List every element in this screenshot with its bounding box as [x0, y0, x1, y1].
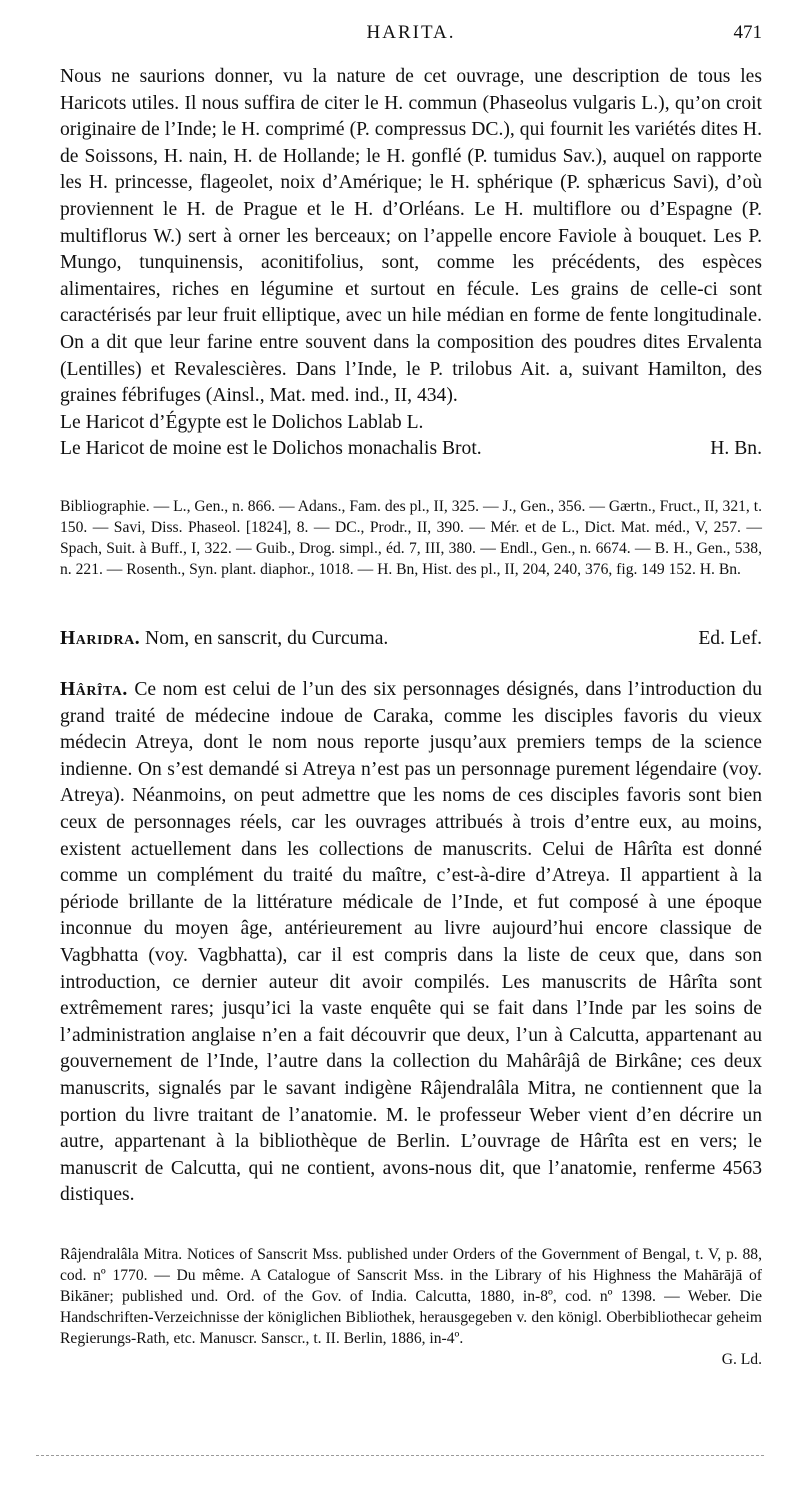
haricot-bibliography — [60, 496, 762, 580]
haricot-bibliography-text: Bibliographie. — L., Gen., n. 866. — Adans., Fam. des pl., II, 325. — J., Gen., 356. — Gærtn., Fruct., II, 321, t. 150. — Savi, Diss. Phaseol. [1824], 8. — DC., Prodr., II, 390. — Mér. et de L., Dict. Mat. méd., V, 257. — Spach, Suit. à Buff., I, 322. — Guib., Drog. simpl., éd. 7, III, 380. — Endl., Gen., n. 6674. — B. H., Gen., 538, n. 221. — Rosenth., Syn. plant. diaphor., 1018. — H. Bn, Hist. des pl., II, 204, 240, 376, fig. 149 152. — [60, 498, 762, 578]
haridra-text: Nom, en sanscrit, du Curcuma. — [145, 628, 389, 649]
haricot-moine-row — [60, 436, 762, 463]
harita-paragraph: Ce nom est celui de l’un des six personnages désignés, dans l’introduction du grand traité de médecine indoue de Caraka, comme les disciples favoris du vieux médecin Atreya, dont le nom nous reporte jusqu’aux premiers temps de la science indienne. On s’est demandé si Atreya n’est pas un personnage purement légendaire (voy. Atreya). Néanmoins, on peut admettre que les noms de ces disciples favoris sont bien ceux de personnages réels, car les ouvrages attribués à trois d’entre eux, au moins, existent actuellement dans les collections de manuscrits. Celui de Hârîta est donné comme un complément du traité du maître, c’est-à-dire d’Atreya. Il appartient à la période brillante de la littérature médicale de l’Inde, et fut composé à une époque inconnue du moyen âge, antérieurement au livre aujourd’hui encore classique de Vagbhatta (voy. Vagbhatta), car il est compris dans la liste de ceux que, dans son introduction, ce dernier auteur dit avoir compilés. Les manuscrits de Hârîta sont extrêmement rares; jusqu’ici la vaste enquête qui se fait dans l’Inde par les soins de l’administration anglaise n’en a fait découvrir que deux, l’un à Calcutta, appartenant au gouvernement de l’Inde, l’autre dans la collection du Mahârâjâ de Birkâne; ces deux manuscrits, signalés par le savant indigène Râjendralâla Mitra, ne contiennent que la portion du livre traitant de l’anatomie. M. le professeur Weber vient d’en décrire un autre, appartenant à la bibliothèque de Berlin. L’ouvrage de Hârîta est en vers; le manuscrit de Calcutta, qui ne contient, avons-nous dit, que l’anatomie, renferme 4563 distiques. — [60, 679, 762, 1206]
harita-bibliography — [60, 1244, 762, 1370]
haridra-headword: Haridra. — [60, 628, 141, 649]
haricot-section — [60, 64, 762, 463]
harita-bibliography-text: Râjendralâla Mitra. Notices of Sanscrit Mss. published under Orders of the Government of Bengal, t. V, p. 88, cod. nº 1770. — Du même. A Catalogue of Sanscrit Mss. in the Library of his Highness the Mahārājā of Bikāner; published und. Ord. of the Gov. of India. Calcutta, 1880, in-8º, cod. nº 1398. — Weber. Die Handschriften-Verzeichnisse der königlichen Bibliothek, herausgegeben v. den königl. Oberbibliothecar geheim Regierungs-Rath, etc. Manuscr. Sanscr., t. II. Berlin, 1886, in-4º. — [60, 1246, 762, 1347]
bleed-through-line — [36, 1455, 764, 1456]
haricot-signature: H. Bn. — [710, 438, 762, 460]
haridra-entry — [60, 626, 762, 653]
haricot-paragraph: Nous ne saurions donner, vu la nature de cet ouvrage, une description de tous les Haricots utiles. Il nous suffira de citer le H. commun (Phaseolus vulgaris L.), qu’on croit originaire de l’Inde; le H. comprimé (P. compressus DC.), qui fournit les variétés dites H. de Soissons, H. nain, H. de Hollande; le H. gonflé (P. tumidus Sav.), auquel on rapporte les H. princesse, flageolet, noix d’Amérique; le H. sphérique (P. sphæricus Savi), d’où proviennent le H. de Prague et le H. d’Orléans. Le H. multiflore ou d’Espagne (P. multiflorus W.) sert à orner les berceaux; on l’appelle encore Faviole à bouquet. Les P. Mungo, tunquinensis, aconitifolius, sont, comme les précédents, des espèces alimentaires, riches en légumine et surtout en fécule. Les grains de celle-ci sont caractérisés par leur fruit elliptique, avec un hile médian en forme de fente longitudinale. On a dit que leur farine entre souvent dans la composition des poudres dites Ervalenta (Lentilles) et Revalescières. Dans l’Inde, le P. trilobus Ait. a, suivant Hamilton, des graines fébrifuges (Ainsl., Mat. med. ind., II, 434). — [60, 66, 762, 407]
haricot-egypte-line: Le Haricot d’Égypte est le Dolichos Lablab L. — [60, 411, 424, 433]
haricot-moine-line: Le Haricot de moine est le Dolichos monachalis Brot. — [60, 438, 482, 460]
running-title: HARITA. — [366, 22, 456, 43]
haricot-bibliography-signature: H. Bn. — [699, 561, 741, 578]
harita-entry — [60, 677, 762, 1209]
haridra-signature: Ed. Lef. — [698, 628, 762, 649]
page-number: 471 — [733, 22, 762, 43]
harita-headword: Hârîta. — [60, 679, 128, 700]
harita-signature: G. Ld. — [721, 1351, 762, 1368]
running-header — [60, 22, 762, 48]
